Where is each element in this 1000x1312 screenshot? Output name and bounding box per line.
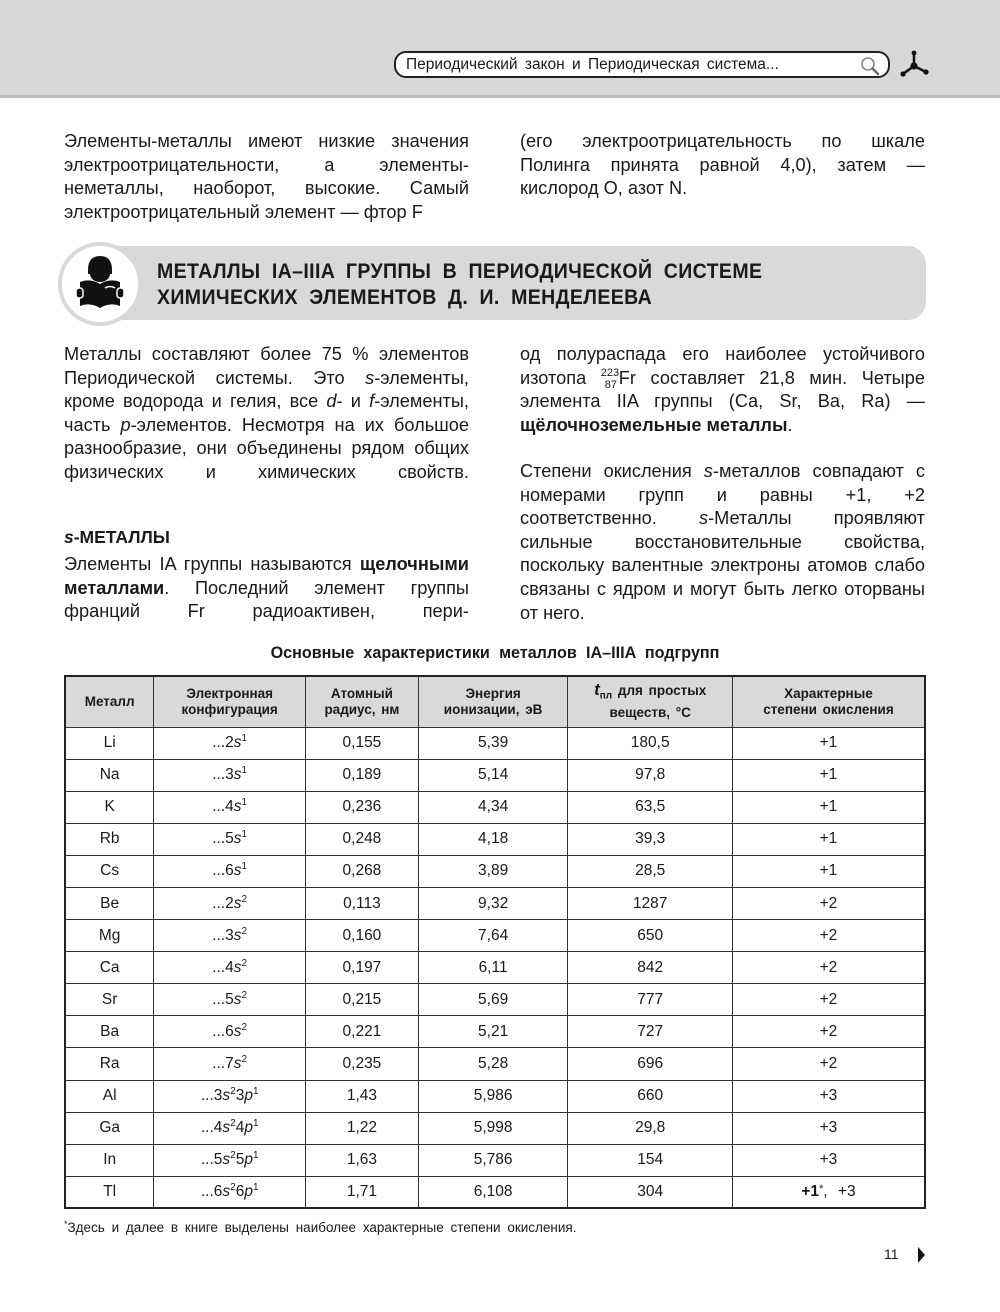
cell-electron-config: $...2s^2$ <box>154 887 306 919</box>
cell-electron-config: $...2s^1$ <box>154 727 306 759</box>
cell-ionization-energy: 5,998 <box>418 1112 568 1144</box>
cell-metal: Na <box>65 759 154 791</box>
cell-ionization-energy: 4,34 <box>418 791 568 823</box>
header-electron-config: Электронная конфигурация <box>154 676 306 727</box>
header-metal: Металл <box>65 676 154 727</box>
cell-metal: Be <box>65 887 154 919</box>
table-row <box>65 1048 925 1080</box>
table-footnote: *Здесь и далее в книге выделены наиболее характерные степени окисления. <box>64 1219 577 1235</box>
cell-metal: Ra <box>65 1048 154 1080</box>
cell-atomic-radius: 0,197 <box>306 952 419 984</box>
metals-intro-paragraph: Металлы составляют более 75 % элементов Периодической системы. Это s-элементы, кроме водорода и гелия, все d- и f-элементы, часть p-элементов. Несмотря на их большое разнообразие, они объединены рядом общих физических и химических свойств. <box>64 344 469 482</box>
cell-melting-point: 304 <box>568 1176 733 1208</box>
reader-icon <box>74 252 126 312</box>
table-caption: Основные характеристики металлов IA–IIIA подгрупп <box>270 643 720 662</box>
cell-melting-point: 97,8 <box>568 759 733 791</box>
cell-ionization-energy: 5,14 <box>418 759 568 791</box>
subheading-s-metals: s-МЕТАЛЛЫ <box>64 527 170 547</box>
table-row <box>65 952 925 984</box>
header-melting-point: $t_{пл}$ для простых веществ, °С <box>568 676 733 727</box>
cell-oxidation-states: +2 <box>732 984 925 1016</box>
cell-atomic-radius: 1,71 <box>306 1176 419 1208</box>
francium-paragraph: од полураспада его наиболее устойчивого изотопа 223 87 Fr составляет 21,8 мин. Четыре элемента IIA группы (Ca, Sr, Ba, Ra) — щёлочноземельные металлы. <box>520 344 925 435</box>
cell-oxidation-states: +1 <box>732 823 925 855</box>
intro-right-paragraph: (его электроотрицательность по шкале Полинга принята равной 4,0), затем — кислород O, азот N. <box>520 131 925 199</box>
cell-melting-point: 154 <box>568 1144 733 1176</box>
cell-ionization-energy: 6,108 <box>418 1176 568 1208</box>
cell-oxidation-states: +1 <box>732 791 925 823</box>
cell-atomic-radius: 0,215 <box>306 984 419 1016</box>
cell-atomic-radius: 0,235 <box>306 1048 419 1080</box>
cell-metal: Cs <box>65 855 154 887</box>
cell-oxidation-states: +2 <box>732 1016 925 1048</box>
header-ionization-energy: Энергия ионизации, эВ <box>418 676 568 727</box>
cell-metal: Mg <box>65 920 154 952</box>
chapter-search-bar[interactable] <box>394 51 890 78</box>
cell-electron-config: $...3s^1$ <box>154 759 306 791</box>
cell-atomic-radius: 0,160 <box>306 920 419 952</box>
header-atomic-radius: Атомный радиус, нм <box>306 676 419 727</box>
cell-atomic-radius: 0,221 <box>306 1016 419 1048</box>
table-row <box>65 1176 925 1208</box>
cell-metal: Al <box>65 1080 154 1112</box>
cell-atomic-radius: 1,43 <box>306 1080 419 1112</box>
cell-atomic-radius: 0,268 <box>306 855 419 887</box>
page-number: 11 <box>884 1246 899 1262</box>
cell-metal: K <box>65 791 154 823</box>
table-header-row <box>65 676 925 727</box>
table-row <box>65 823 925 855</box>
cell-melting-point: 696 <box>568 1048 733 1080</box>
table-row <box>65 887 925 919</box>
cell-atomic-radius: 1,63 <box>306 1144 419 1176</box>
cell-atomic-radius: 1,22 <box>306 1112 419 1144</box>
molecule-icon <box>898 50 930 80</box>
cell-electron-config: $...5s^25p^1$ <box>154 1144 306 1176</box>
cell-melting-point: 180,5 <box>568 727 733 759</box>
cell-melting-point: 650 <box>568 920 733 952</box>
chapter-title: Периодический закон и Периодическая система... <box>406 55 779 73</box>
cell-electron-config: $...4s^1$ <box>154 791 306 823</box>
cell-melting-point: 660 <box>568 1080 733 1112</box>
cell-oxidation-states: +1 <box>732 727 925 759</box>
cell-metal: Tl <box>65 1176 154 1208</box>
table-row <box>65 759 925 791</box>
table-row <box>65 920 925 952</box>
cell-oxidation-states: +3 <box>732 1144 925 1176</box>
cell-electron-config: $...3s^2$ <box>154 920 306 952</box>
table-row <box>65 984 925 1016</box>
table-row <box>65 791 925 823</box>
search-icon[interactable] <box>860 56 880 76</box>
cell-electron-config: $...5s^2$ <box>154 984 306 1016</box>
cell-oxidation-states: +1 <box>732 759 925 791</box>
header-band <box>0 0 1000 98</box>
cell-ionization-energy: 7,64 <box>418 920 568 952</box>
cell-melting-point: 39,3 <box>568 823 733 855</box>
cell-melting-point: 842 <box>568 952 733 984</box>
cell-metal: Li <box>65 727 154 759</box>
table-row <box>65 1144 925 1176</box>
cell-ionization-energy: 6,11 <box>418 952 568 984</box>
cell-ionization-energy: 5,21 <box>418 1016 568 1048</box>
cell-atomic-radius: 0,189 <box>306 759 419 791</box>
cell-electron-config: $...6s^1$ <box>154 855 306 887</box>
cell-electron-config: $...6s^26p^1$ <box>154 1176 306 1208</box>
cell-metal: Ca <box>65 952 154 984</box>
table-row <box>65 1080 925 1112</box>
cell-electron-config: $...3s^23p^1$ <box>154 1080 306 1112</box>
cell-metal: Ga <box>65 1112 154 1144</box>
cell-ionization-energy: 5,786 <box>418 1144 568 1176</box>
cell-ionization-energy: 5,39 <box>418 727 568 759</box>
cell-atomic-radius: 0,248 <box>306 823 419 855</box>
cell-atomic-radius: 0,155 <box>306 727 419 759</box>
cell-oxidation-states: +2 <box>732 1048 925 1080</box>
cell-ionization-energy: 9,32 <box>418 887 568 919</box>
cell-melting-point: 29,8 <box>568 1112 733 1144</box>
table-row <box>65 727 925 759</box>
cell-oxidation-states: +2 <box>732 920 925 952</box>
cell-ionization-energy: 5,986 <box>418 1080 568 1112</box>
cell-melting-point: 727 <box>568 1016 733 1048</box>
cell-ionization-energy: 5,69 <box>418 984 568 1016</box>
cell-oxidation-states: +2 <box>732 952 925 984</box>
section-title: МЕТАЛЛЫ IA–IIIA ГРУППЫ В ПЕРИОДИЧЕСКОЙ СИСТЕМЕ ХИМИЧЕСКИХ ЭЛЕМЕНТОВ Д. И. МЕНДЕЛЕЕВА <box>157 260 763 309</box>
intro-left-paragraph: Элементы-металлы имеют низкие значения электроотрицательности, а элементы-неметаллы, наоборот, высокие. Самый электроотрицательный элемент — фтор F <box>64 131 469 222</box>
cell-oxidation-states: +3 <box>732 1080 925 1112</box>
cell-electron-config: $...7s^2$ <box>154 1048 306 1080</box>
cell-melting-point: 777 <box>568 984 733 1016</box>
cell-electron-config: $...4s^24p^1$ <box>154 1112 306 1144</box>
cell-ionization-energy: 5,28 <box>418 1048 568 1080</box>
cell-oxidation-states: +2 <box>732 887 925 919</box>
cell-metal: Rb <box>65 823 154 855</box>
oxidation-states-paragraph: Степени окисления s-металлов совпадают с номерами групп и равны +1, +2 соответственно. s-Металлы проявляют сильные восстановительные свойства, поскольку валентные электроны атомов слабо связаны с ядром и могут быть легко оторваны от него. <box>520 461 926 623</box>
cell-metal: Ba <box>65 1016 154 1048</box>
cell-melting-point: 63,5 <box>568 791 733 823</box>
arrow-right-icon[interactable] <box>918 1247 925 1263</box>
cell-melting-point: 28,5 <box>568 855 733 887</box>
cell-electron-config: $...6s^2$ <box>154 1016 306 1048</box>
cell-atomic-radius: 0,113 <box>306 887 419 919</box>
cell-ionization-energy: 3,89 <box>418 855 568 887</box>
cell-electron-config: $...4s^2$ <box>154 952 306 984</box>
cell-ionization-energy: 4,18 <box>418 823 568 855</box>
cell-electron-config: $...5s^1$ <box>154 823 306 855</box>
cell-atomic-radius: 0,236 <box>306 791 419 823</box>
cell-oxidation-states: +3 <box>732 1112 925 1144</box>
cell-metal: In <box>65 1144 154 1176</box>
header-oxidation-states: Характерные степени окисления <box>732 676 925 727</box>
metals-properties-table <box>64 675 926 1209</box>
cell-metal: Sr <box>65 984 154 1016</box>
cell-melting-point: 1287 <box>568 887 733 919</box>
table-row <box>65 1112 925 1144</box>
table-row <box>65 1016 925 1048</box>
cell-oxidation-states: +1 <box>732 855 925 887</box>
alkali-metals-paragraph: Элементы IA группы называются щелочными металлами. Последний элемент группы франций Fr радиоактивен, пери- <box>64 554 469 622</box>
table-row <box>65 855 925 887</box>
cell-oxidation-states: +1*, +3 <box>732 1176 925 1208</box>
